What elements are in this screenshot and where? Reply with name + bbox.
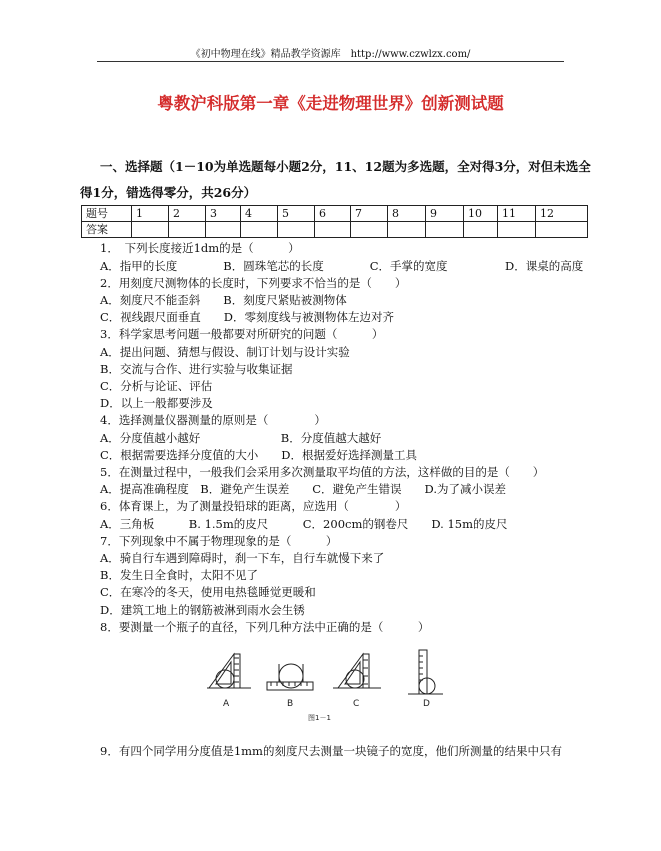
question-line: B．发生日全食时，太阳不见了 [100,568,258,582]
answer-cell[interactable] [351,222,388,238]
answer-table-number-row [82,206,588,222]
answer-cell[interactable] [315,222,351,238]
figure-option-d [408,650,443,694]
question-number-cell: 1 [132,206,169,222]
question-line: D．建筑工地上的钢筋被淋到雨水会生锈 [100,603,305,617]
question-line: C．根据需要选择分度值的大小 D．根据爱好选择测量工具 [100,448,418,462]
question-line: C．分析与论证、评估 [100,379,213,393]
question-line: A．骑自行车遇到障碍时，刹一下车，自行车就慢下来了 [100,551,385,565]
question-line: 4．选择测量仪器测量的原则是（ ） [100,413,326,427]
question-line: B．交流与合作、进行实验与收集证据 [100,362,293,376]
question-number-cell: 4 [241,206,278,222]
question-number-cell: 10 [464,206,498,222]
answer-cell[interactable] [241,222,278,238]
section-heading-line2: 得1分，错选得零分，共26分） [80,185,257,200]
question-line: A．三角板 B. 1.5m的皮尺 C．200cm的钢卷尺 D. 15m的皮尺 [100,517,508,531]
document-title: 粤教沪科版第一章《走进物理世界》创新测试题 [157,94,504,113]
answer-cell[interactable] [426,222,464,238]
question-line: A．指甲的长度 B．圆珠笔芯的长度 C．手掌的宽度 D．课桌的高度 [100,259,584,273]
question-line: 8．要测量一个瓶子的直径，下列几种方法中正确的是（ ） [100,620,430,634]
answer-table [81,205,588,238]
question-number-cell: 6 [315,206,351,222]
answer-cell[interactable] [278,222,315,238]
section-heading-line1: 一、选择题（1－10为单选题每小题2分，11、12题为多选题，全对得3分，对但未选全 [100,159,591,174]
table-header-cell: 答案 [82,222,132,238]
question-number-cell: 12 [536,206,588,222]
question-number-cell: 3 [206,206,241,222]
answer-table-answer-row [82,222,588,238]
figure-option-b [267,664,313,690]
question-line: 1． 下列长度接近1dm的是（ ） [100,241,300,255]
question-line: 7．下列现象中不属于物理现象的是（ ） [100,534,338,548]
answer-cell[interactable] [388,222,426,238]
answer-cell[interactable] [132,222,169,238]
table-header-cell: 题号 [82,206,132,222]
figure-label-d: D [423,699,430,709]
question-line: A．分度值越小越好 B．分度值越大越好 [100,431,382,445]
measurement-figure [203,648,463,728]
answer-cell[interactable] [206,222,241,238]
page-header: 《初中物理在线》精品教学资源库 http://www.czwlzx.com/ [190,49,471,60]
question-line: 5．在测量过程中，一般我们会采用多次测量取平均值的方法，这样做的目的是（ ） [100,465,545,479]
question-line: A．提出问题、猜想与假设、制订计划与设计实验 [100,345,350,359]
question-line: A．刻度尺不能歪斜 B．刻度尺紧贴被测物体 [100,293,347,307]
header-divider [97,61,564,62]
question-number-cell: 5 [278,206,315,222]
question-number-cell: 11 [498,206,536,222]
question-number-cell: 8 [388,206,426,222]
figure-label-c: C [353,699,360,709]
question-line: D．以上一般都要涉及 [100,396,213,410]
figure-label-b: B [287,699,294,709]
figure-label-a: A [223,699,230,709]
question-line: 2．用刻度尺测物体的长度时，下列要求不恰当的是（ ） [100,276,407,290]
answer-cell[interactable] [464,222,498,238]
answer-cell[interactable] [169,222,206,238]
question-number-cell: 2 [169,206,206,222]
question-line: C．视线跟尺面垂直 D．零刻度线与被测物体左边对齐 [100,310,395,324]
question-line: 6．体育课上，为了测量投铅球的距离，应选用（ ） [100,499,407,513]
figure-caption: 图1－1 [308,714,331,722]
question-number-cell: 9 [426,206,464,222]
question-line: C．在寒冷的冬天，使用电热毯睡觉更暖和 [100,585,316,599]
question-number-cell: 7 [351,206,388,222]
question-line: A．提高准确程度 B．避免产生误差 C．避免产生错误 D.为了减小误差 [100,482,507,496]
question-line: 3．科学家思考问题一般都要对所研究的问题（ ） [100,327,384,341]
figure-option-a [207,654,251,688]
figure-option-c [333,654,381,688]
answer-cell[interactable] [536,222,588,238]
answer-cell[interactable] [498,222,536,238]
question-line: 9．有四个同学用分度值是1mm的刻度尺去测量一块镜子的宽度，他们所测量的结果中只有 [100,744,562,758]
